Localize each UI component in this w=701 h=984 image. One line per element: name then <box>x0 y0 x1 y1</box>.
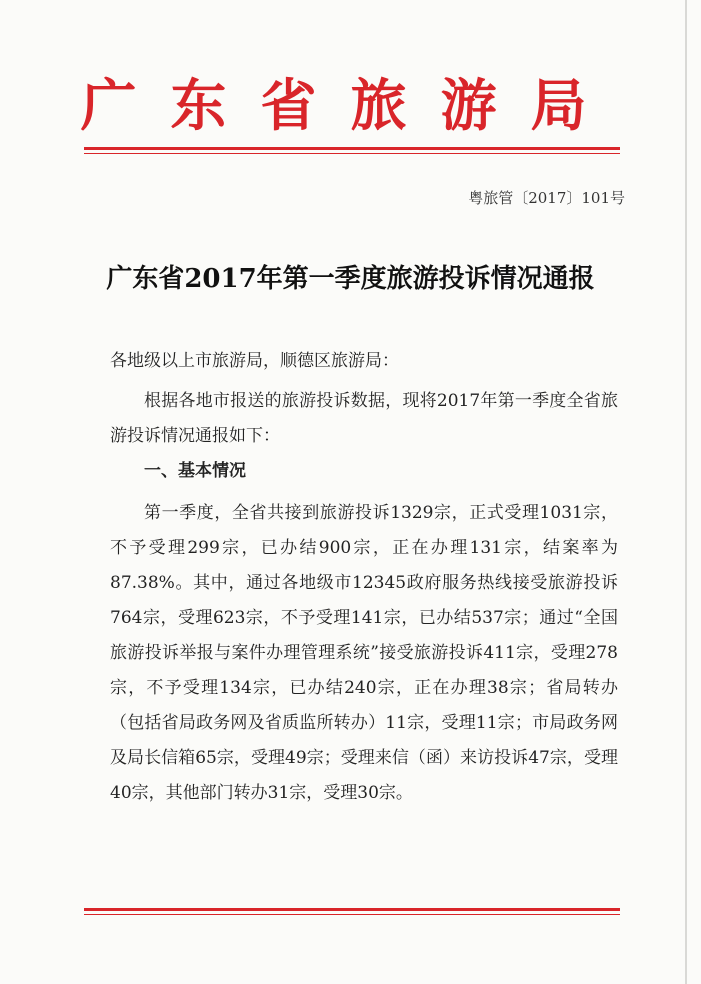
footer-red-rule-thin <box>84 914 620 915</box>
document-title: 广东省2017年第一季度旅游投诉情况通报 <box>106 264 595 294</box>
section-heading-basic-info: 一、基本情况 <box>144 461 246 481</box>
masthead-red-rule <box>84 147 620 150</box>
intro-paragraph: 根据各地市报送的旅游投诉数据，现将2017年第一季度全省旅游投诉情况通报如下： <box>110 391 618 446</box>
footer-red-rule <box>84 908 620 911</box>
salutation: 各地级以上市旅游局，顺德区旅游局： <box>110 351 399 371</box>
document-number: 粤旅管〔2017〕101号 <box>468 189 625 207</box>
masthead-red-rule-thin <box>84 153 620 154</box>
section-paragraph-basic-info: 第一季度，全省共接到旅游投诉1329宗，正式受理1031宗，不予受理299宗，已办结900宗，正在办理131宗，结案率为87.38%。其中，通过各地级市12345政府服务热线接受旅游投诉764宗，受理623宗，不予受理141宗，已办结537宗；通过“全国旅游投诉举报与案件办理管理系统”接受旅游投诉411宗，受理278宗，不予受理134宗，已办结240宗，正在办理38宗；省局转办（包括省局政务网及省质监所转办）11宗，受理11宗；市局政务网及局长信箱65宗，受理49宗；受理来信（函）来访投诉47宗，受理40宗，其他部门转办31宗，受理30宗。 <box>110 503 618 803</box>
agency-masthead: 广东省旅游局 <box>80 73 621 139</box>
page-edge <box>685 0 687 984</box>
